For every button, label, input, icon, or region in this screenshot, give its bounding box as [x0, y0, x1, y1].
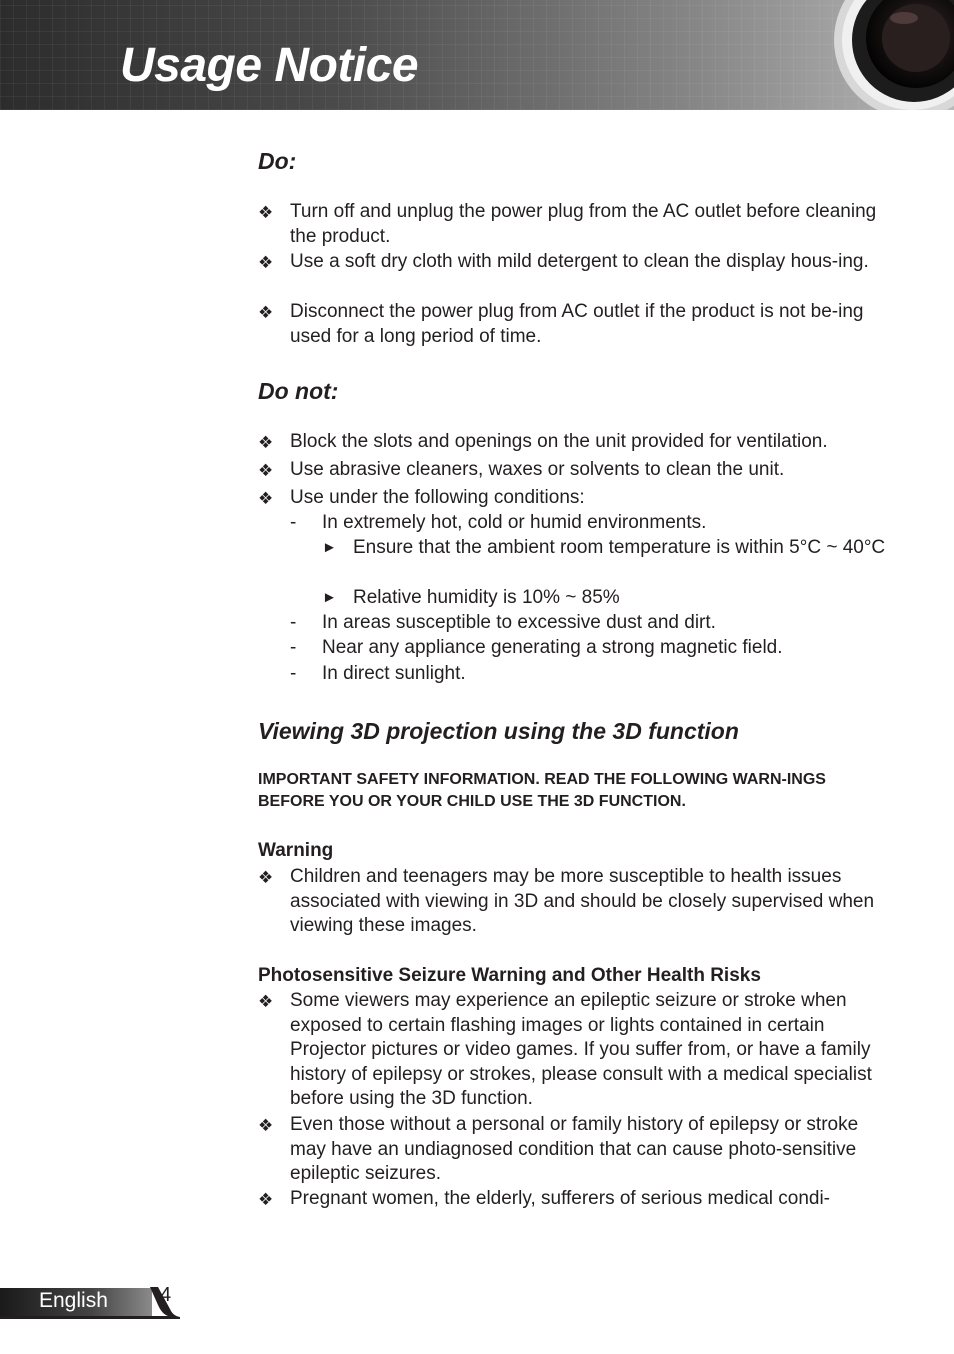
page-footer: [0, 1283, 190, 1323]
dash-bullet: -: [290, 512, 297, 533]
diamond-bullet-icon: ❖: [258, 433, 274, 452]
dash-bullet: -: [290, 663, 297, 684]
projector-lens-icon: [794, 0, 954, 110]
diamond-bullet-icon: ❖: [258, 992, 274, 1011]
do-not-item: ❖ Block the slots and openings on the unit provided for ventilation.: [258, 430, 890, 455]
do-heading: Do:: [258, 148, 297, 174]
diamond-bullet-icon: ❖: [258, 461, 274, 480]
condition-item: - In direct sunlight.: [290, 662, 890, 687]
environment-note: ► Ensure that the ambient room temperature is within 5°C ~ 40°C: [322, 536, 890, 561]
3d-heading: Viewing 3D projection using the 3D function: [258, 718, 739, 744]
diamond-bullet-icon: ❖: [258, 253, 274, 272]
warning-item: ❖ Children and teenagers may be more susceptible to health issues associated with viewing in 3D and should be closely supervised when viewing these images.: [258, 866, 875, 937]
page-number: 4: [160, 1284, 172, 1306]
header-banner: [0, 0, 954, 110]
do-item: ❖ Use a soft dry cloth with mild detergent to clean the display hous-ing.: [258, 250, 890, 275]
triangle-bullet-icon: ►: [322, 589, 337, 606]
footer-language: English: [39, 1289, 108, 1312]
diamond-bullet-icon: ❖: [258, 303, 274, 322]
do-item: ❖ Disconnect the power plug from AC outlet if the product is not be-ing used for a long period of time.: [258, 301, 864, 347]
do-not-heading: Do not:: [258, 378, 339, 404]
triangle-bullet-icon: ►: [322, 539, 337, 556]
diamond-bullet-icon: ❖: [258, 1190, 274, 1209]
condition-item: - Near any appliance generating a strong magnetic field.: [290, 636, 890, 661]
do-item: ❖ Turn off and unplug the power plug from the AC outlet before cleaning the product.: [258, 201, 877, 247]
do-not-item: ❖ Use under the following conditions:: [258, 486, 890, 511]
diamond-bullet-icon: ❖: [258, 868, 274, 887]
dash-bullet: -: [290, 612, 297, 633]
seizure-item: ❖ Even those without a personal or family history of epilepsy or stroke may have an undiagnosed condition that can cause photo-sensitive epileptic seizures.: [258, 1114, 859, 1185]
warning-label: Warning: [258, 840, 334, 861]
diamond-bullet-icon: ❖: [258, 1116, 274, 1135]
seizure-item: ❖ Pregnant women, the elderly, sufferers of serious medical condi-: [258, 1187, 890, 1212]
important-safety-notice: IMPORTANT SAFETY INFORMATION. READ THE FOLLOWING WARN-INGS BEFORE YOU OR YOUR CHILD USE THE 3D FUNCTION.: [258, 771, 826, 810]
do-not-item: ❖ Use abrasive cleaners, waxes or solvents to clean the unit.: [258, 458, 890, 483]
condition-item: - In areas susceptible to excessive dust and dirt.: [290, 611, 890, 636]
dash-bullet: -: [290, 637, 297, 658]
condition-item: - In extremely hot, cold or humid environments.: [290, 511, 890, 536]
seizure-warning-label: Photosensitive Seizure Warning and Other Health Risks: [258, 965, 761, 986]
diamond-bullet-icon: ❖: [258, 203, 274, 222]
seizure-item: ❖ Some viewers may experience an epileptic seizure or stroke when exposed to certain flashing images or lights contained in certain Projector pictures or video games. If you suffer from, or have a family history of epilepsy or strokes, please consult with a medical specialist before using the 3D function.: [258, 990, 872, 1110]
page-title: Usage Notice: [120, 39, 419, 92]
diamond-bullet-icon: ❖: [258, 489, 274, 508]
environment-note: ► Relative humidity is 10% ~ 85%: [322, 586, 890, 611]
